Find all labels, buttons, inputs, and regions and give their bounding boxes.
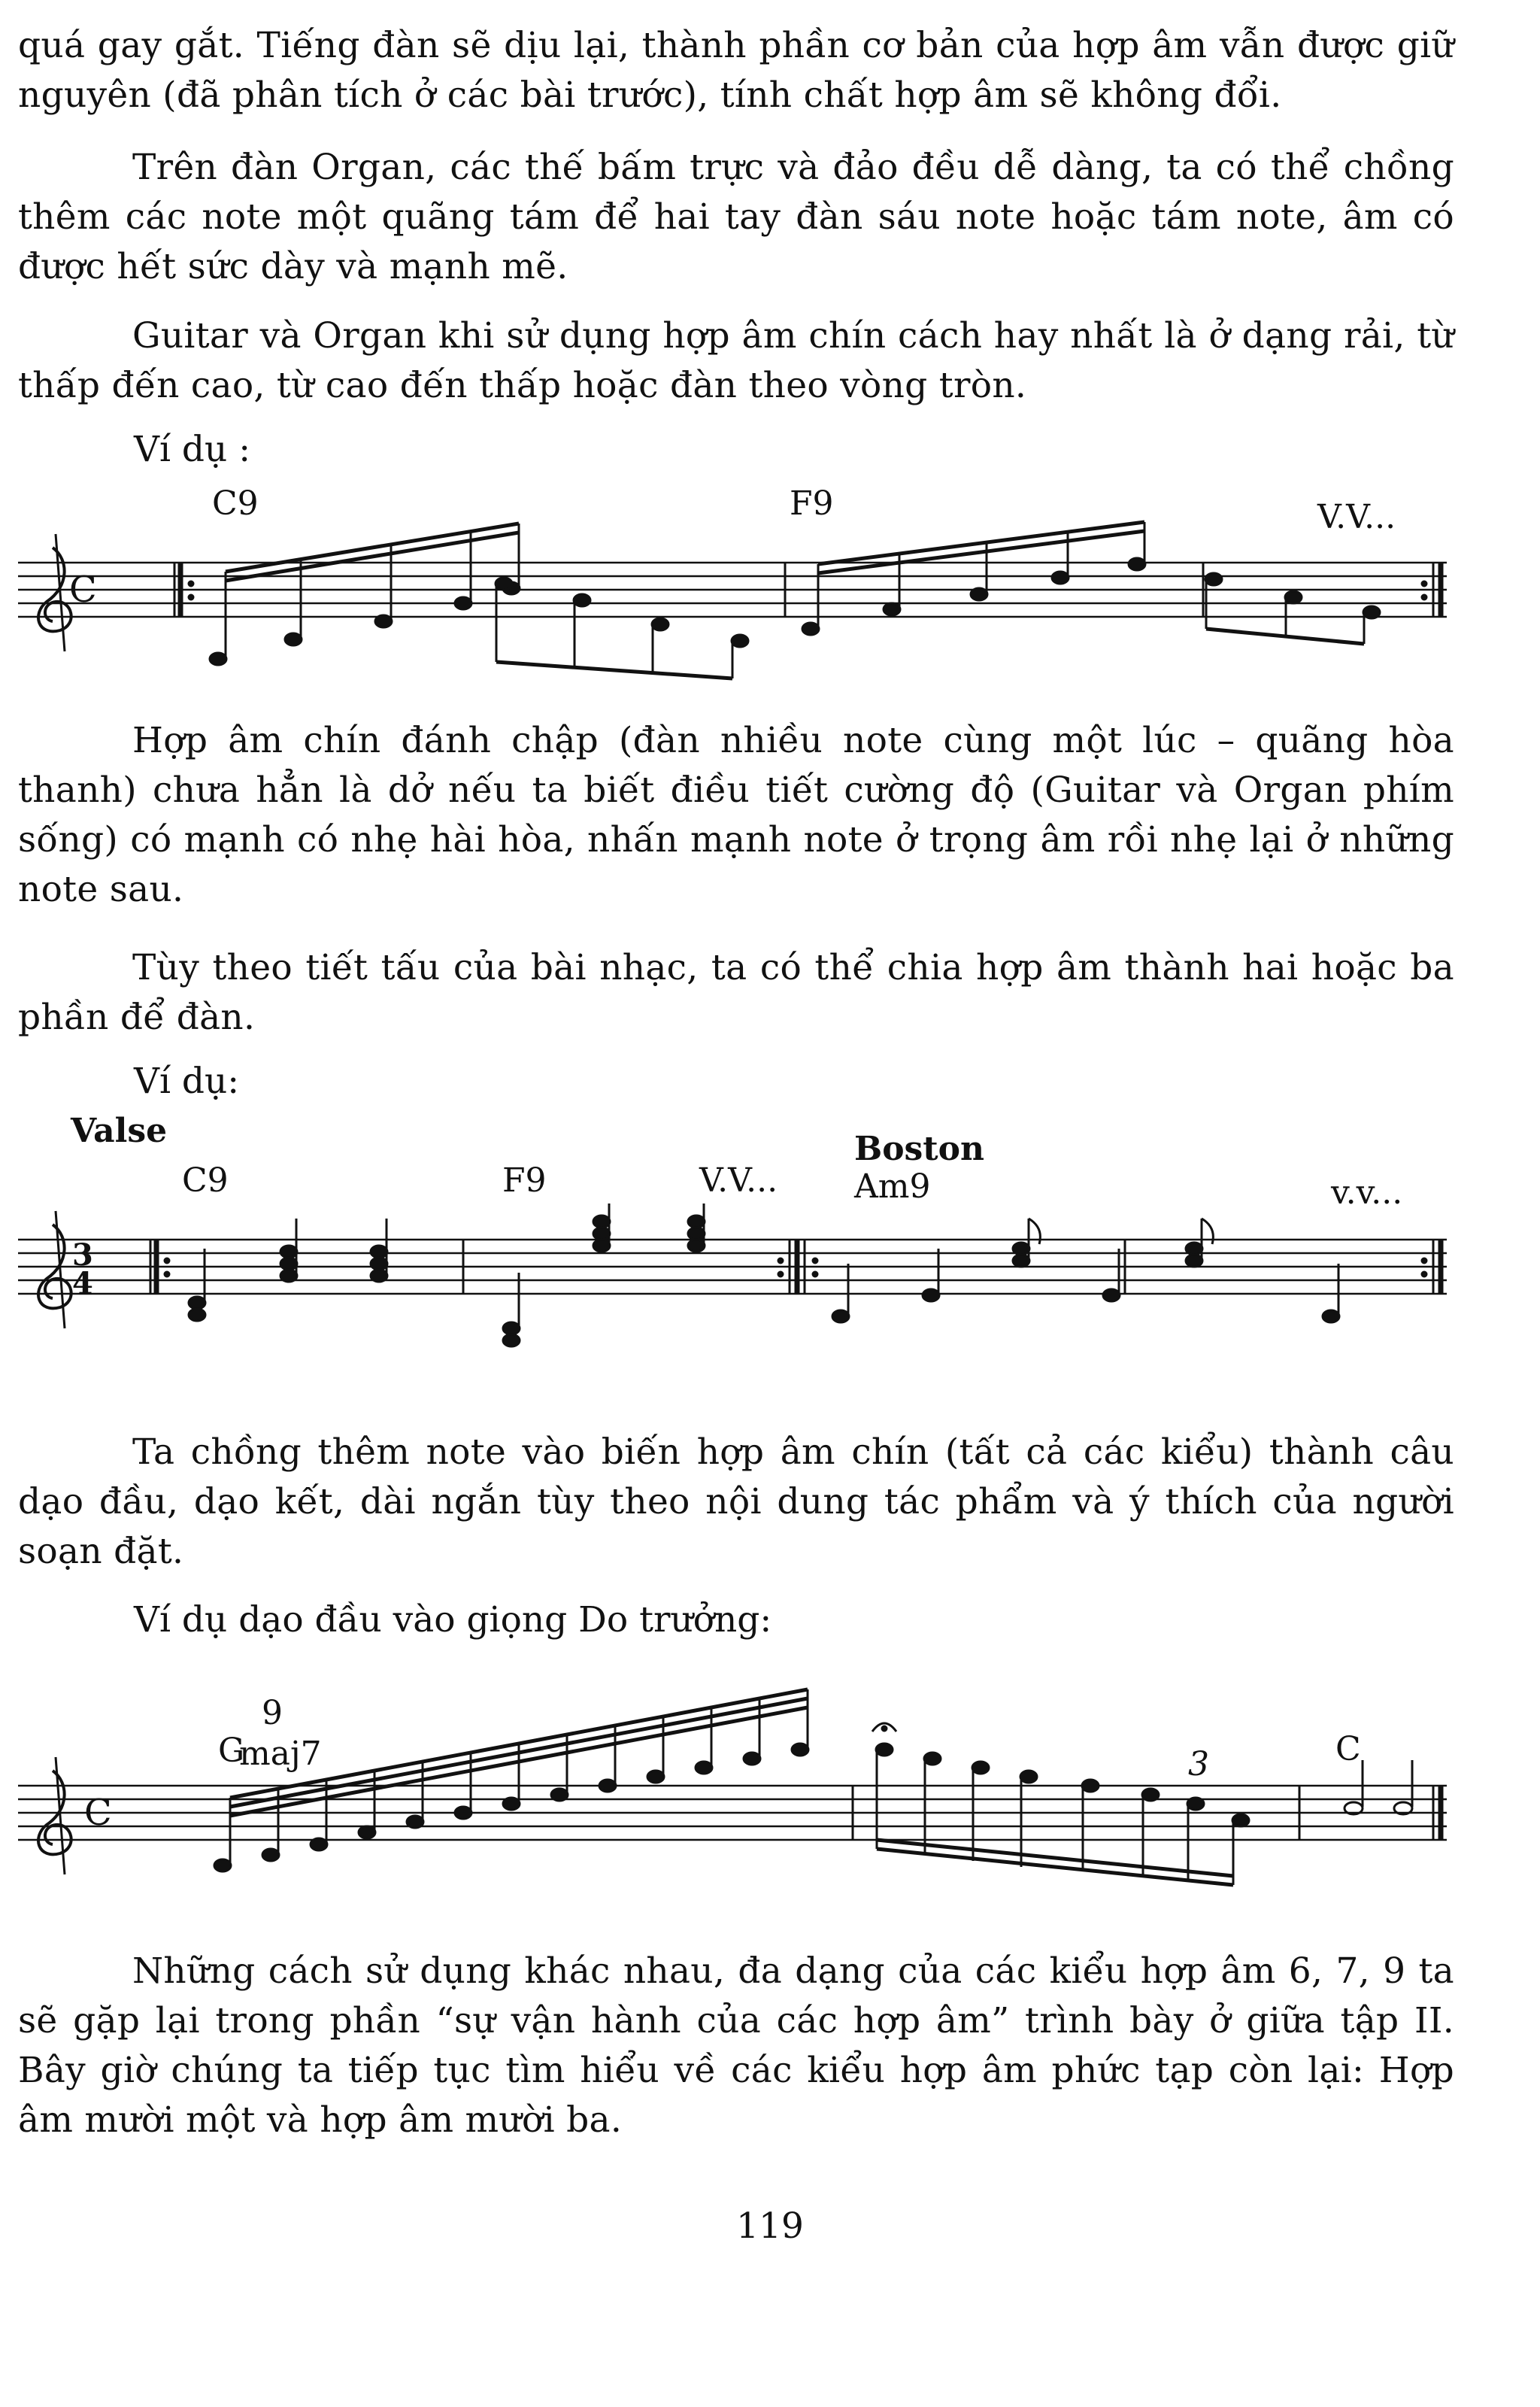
chord-sup-9: 9 (262, 1694, 283, 1732)
chord-sub-maj7: maj7 (239, 1735, 322, 1773)
chord-label-c9: C9 (182, 1161, 229, 1200)
page-number: 119 (736, 2205, 804, 2247)
paragraph-6: Ta chồng thêm note vào biến hợp âm chín (tất cả các kiểu) thành câu dạo đầu, dạo kết, dài ngắn tùy theo nội dung tác phẩm và ý thích của người soạn đặt. (18, 1431, 1454, 1572)
etc-label-1: V.V... (699, 1161, 778, 1200)
etc-label: V.V... (1317, 498, 1396, 536)
chord-label-c9: C9 (212, 484, 259, 523)
notes (210, 522, 1380, 678)
clef-and-time (38, 1757, 112, 1874)
time-sig-bottom: 4 (72, 1266, 93, 1301)
chord-label-am9: Am9 (854, 1167, 931, 1206)
paragraph-1: quá gay gắt. Tiếng đàn sẽ dịu lại, thành phần cơ bản của hợp âm vẫn được giữ nguyên (đã phân tích ở các bài trước), tính chất hợp âm sẽ không đổi. (18, 25, 1454, 116)
chord-label-gmaj7 (218, 1694, 322, 1773)
chord-label-f9: F9 (790, 484, 834, 523)
time-sig-top: 3 (72, 1237, 93, 1273)
clef-and-time (38, 534, 97, 651)
svg-text:C: C (84, 1792, 112, 1834)
paragraph-7: Những cách sử dụng khác nhau, đa dạng của các kiểu hợp âm 6, 7, 9 ta sẽ gặp lại trong phần “sự vận hành của các hợp âm” trình bày ở giữa tập II. Bây giờ chúng ta tiếp tục tìm hiểu về các kiểu hợp âm phức tạp còn lại: Hợp âm mười một và hợp âm mười ba. (18, 1950, 1454, 2141)
paragraph-2: Trên đàn Organ, các thế bấm trực và đảo đều dễ dàng, ta có thể chồng thêm các note một quãng tám để hai tay đàn sáu note hoặc tám note, âm có được hết sức dày và mạnh mẽ. (18, 147, 1454, 287)
chord-label-f9: F9 (502, 1161, 547, 1200)
score-arpeggio (0, 481, 1540, 707)
triplet-mark: 3 (1188, 1745, 1209, 1783)
example-label-1: Ví dụ : (134, 429, 251, 470)
example-label-3: Ví dụ dạo đầu vào giọng Do trưởng: (134, 1599, 772, 1641)
score-valse-boston (0, 1113, 1540, 1399)
example-label-2: Ví dụ: (134, 1061, 240, 1102)
style-boston: Boston (854, 1130, 984, 1168)
staff-lines (18, 1240, 1447, 1294)
chord-root-g: G (218, 1732, 245, 1770)
etc-label-2: v.v... (1331, 1173, 1403, 1212)
notes (214, 1689, 1412, 1885)
style-valse: Valse (71, 1113, 168, 1150)
paragraph-5: Tùy theo tiết tấu của bài nhạc, ta có thể chia hợp âm thành hai hoặc ba phần để đàn. (18, 947, 1454, 1038)
paragraph-4: Hợp âm chín đánh chập (đàn nhiều note cùng một lúc – quãng hòa thanh) chưa hẳn là dở nếu ta biết điều tiết cường độ (Guitar và Organ phím sống) có mạnh có nhẹ hài hòa, nhấn mạnh note ở trọng âm rồi nhẹ lại ở những note sau. (18, 720, 1454, 910)
chord-label-c: C (1335, 1730, 1361, 1768)
paragraph-3: Guitar và Organ khi sử dụng hợp âm chín cách hay nhất là ở dạng rải, từ thấp đến cao, từ cao đến thấp hoặc đàn theo vòng tròn. (18, 315, 1454, 406)
notes (189, 1204, 1339, 1346)
score-intro-c-major (0, 1647, 1540, 1918)
clef-and-time (38, 1211, 93, 1328)
svg-text:C: C (69, 569, 97, 611)
